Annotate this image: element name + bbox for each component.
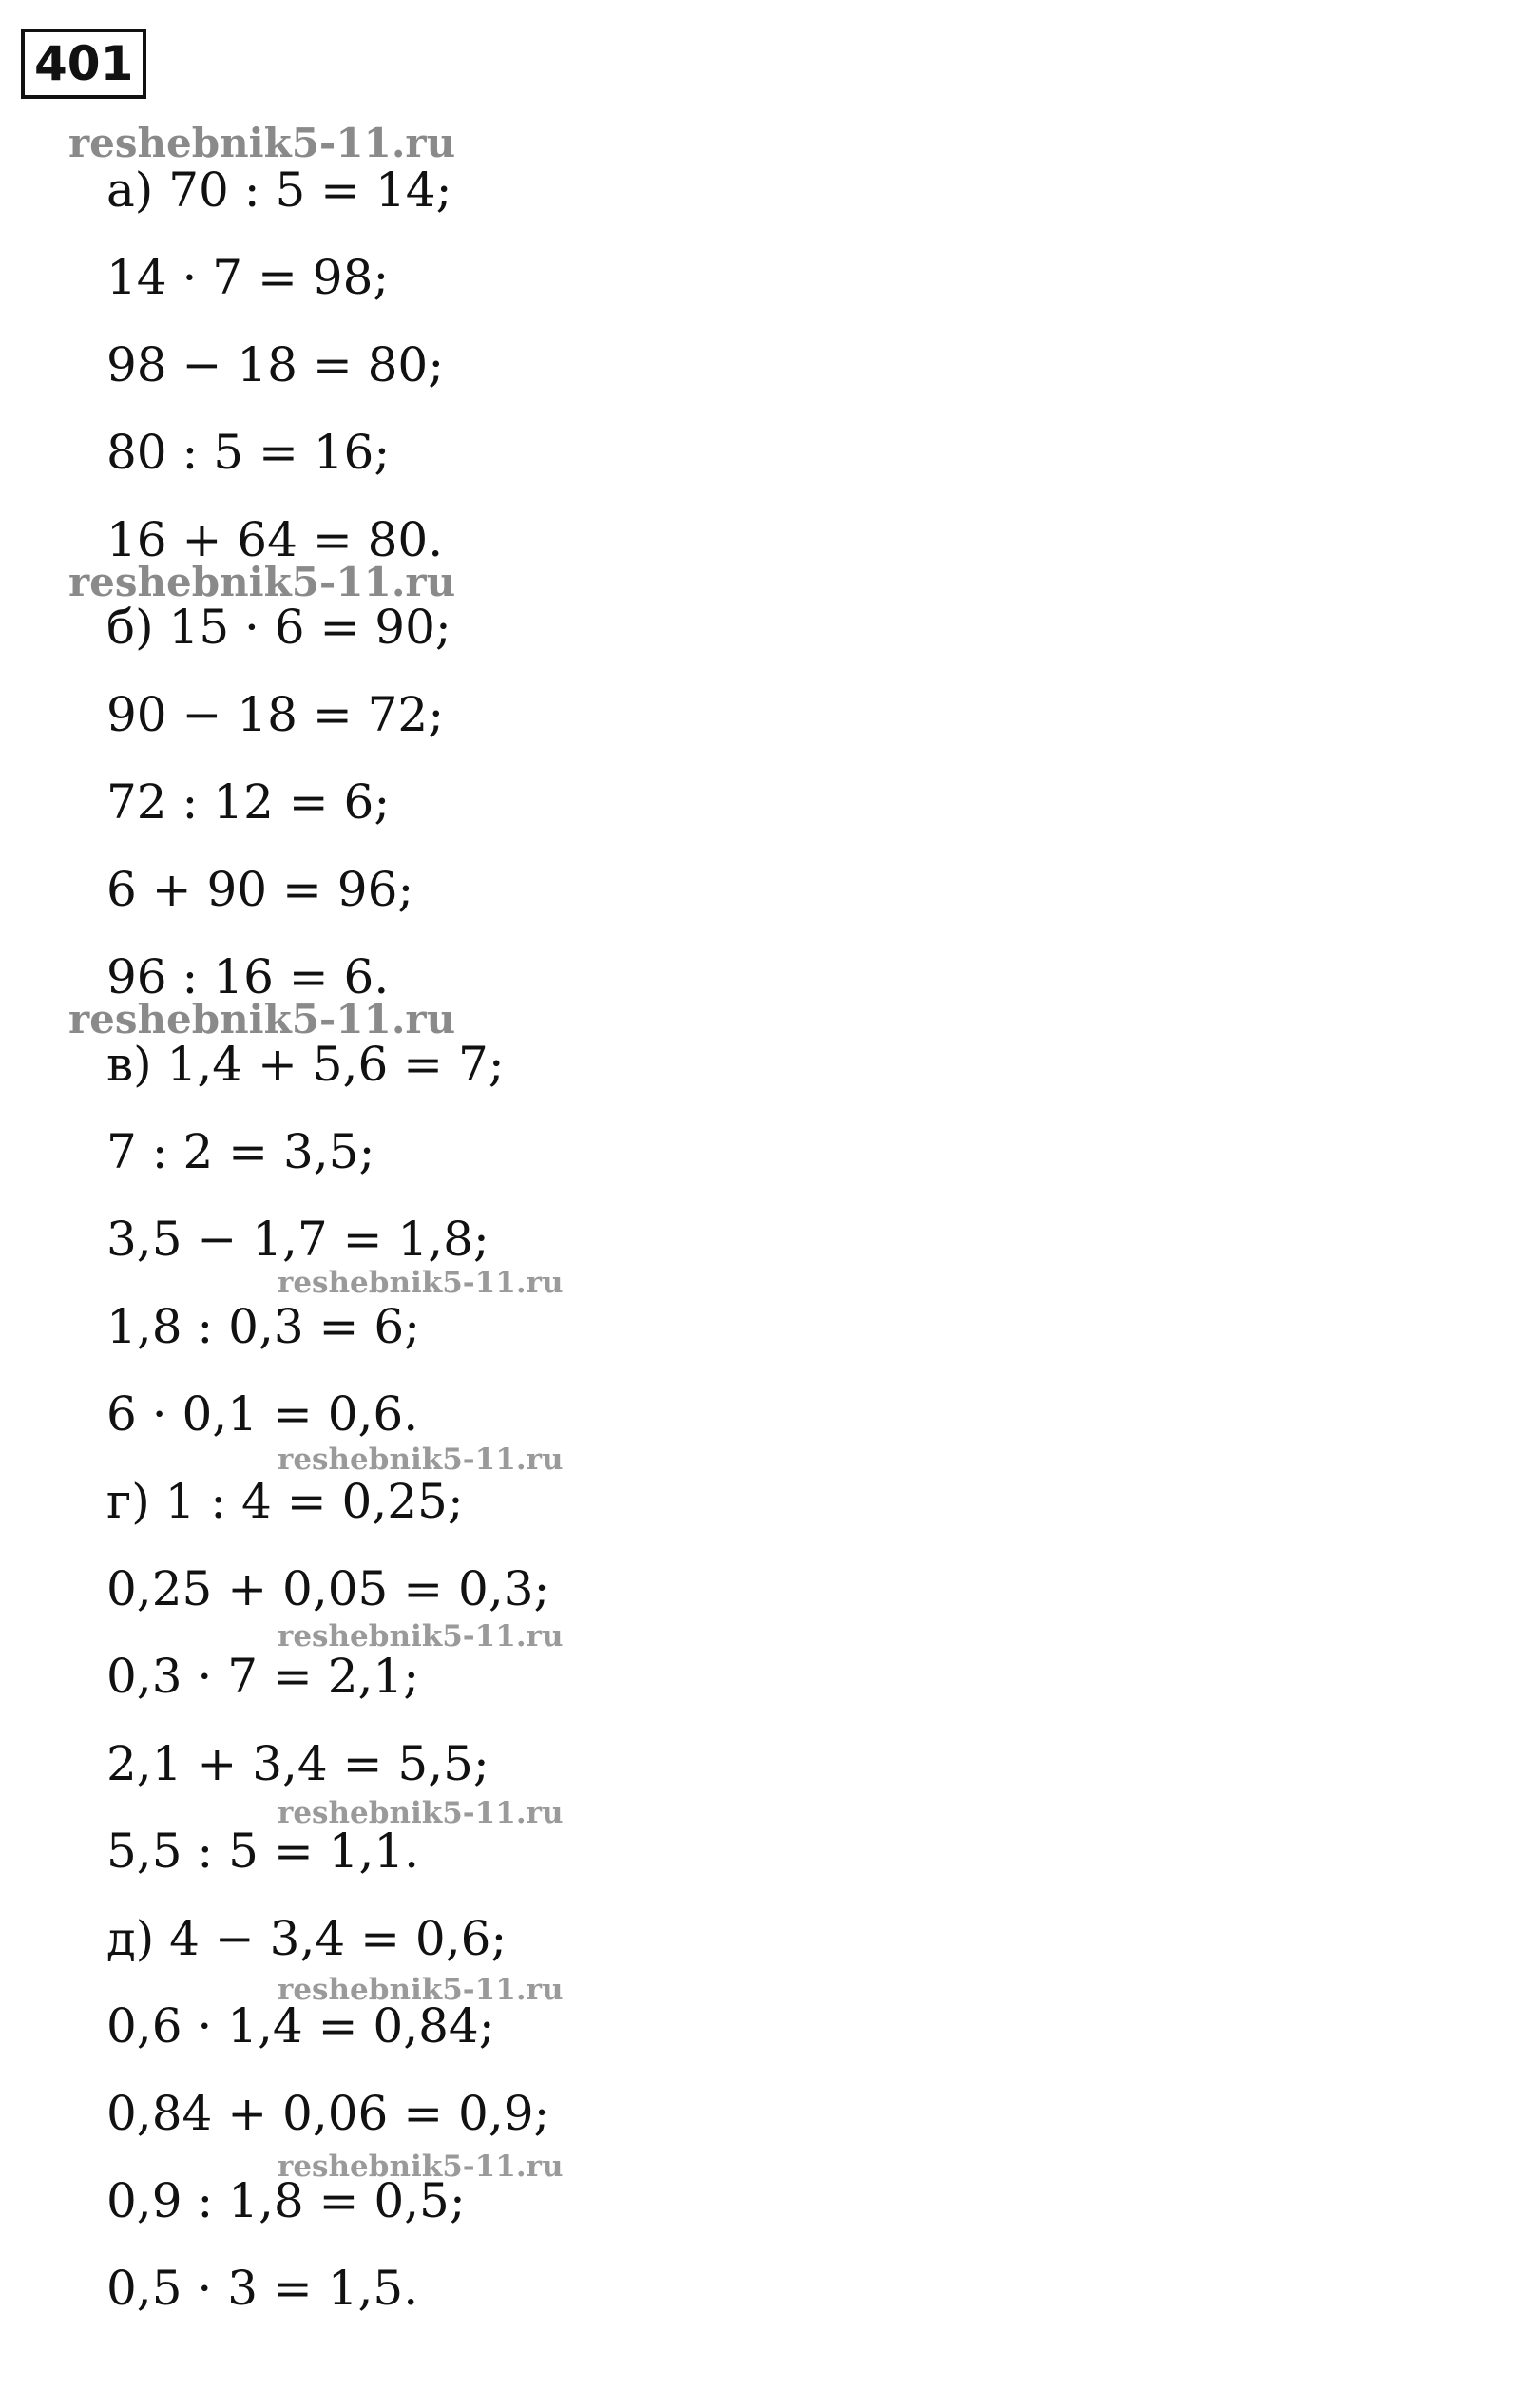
solution-line: б) 15 · 6 = 90; [106, 600, 451, 655]
solution-line: 96 : 16 = 6. [106, 949, 390, 1004]
task-number-box: 401 [21, 29, 146, 99]
solution-line: 0,25 + 0,05 = 0,3; [106, 1561, 550, 1616]
solution-line: 0,3 · 7 = 2,1; [106, 1649, 420, 1704]
watermark: reshebnik5-11.ru [68, 996, 456, 1042]
watermark: reshebnik5-11.ru [278, 1796, 564, 1830]
solution-line: 7 : 2 = 3,5; [106, 1124, 375, 1179]
solution-line: 6 + 90 = 96; [106, 862, 414, 917]
solution-line: 0,6 · 1,4 = 0,84; [106, 1998, 495, 2054]
solution-line: 72 : 12 = 6; [106, 774, 391, 830]
solution-line: в) 1,4 + 5,6 = 7; [106, 1037, 505, 1092]
solution-line: 98 − 18 = 80; [106, 337, 445, 392]
solution-line: 80 : 5 = 16; [106, 425, 391, 480]
solution-line: 3,5 − 1,7 = 1,8; [106, 1212, 489, 1267]
watermark: reshebnik5-11.ru [278, 2150, 564, 2184]
watermark: reshebnik5-11.ru [68, 559, 456, 605]
solution-line: 6 · 0,1 = 0,6. [106, 1386, 419, 1442]
watermark: reshebnik5-11.ru [278, 1973, 564, 2007]
solution-line: 5,5 : 5 = 1,1. [106, 1824, 420, 1879]
solution-line: 14 · 7 = 98; [106, 250, 390, 305]
solution-line: 0,5 · 3 = 1,5. [106, 2261, 419, 2316]
watermark: reshebnik5-11.ru [278, 1619, 564, 1653]
solution-line: 16 + 64 = 80. [106, 512, 444, 567]
watermark: reshebnik5-11.ru [278, 1266, 564, 1300]
watermark: reshebnik5-11.ru [278, 1443, 564, 1477]
solution-line: 0,84 + 0,06 = 0,9; [106, 2086, 550, 2141]
solution-line: 90 − 18 = 72; [106, 687, 445, 742]
solution-line: а) 70 : 5 = 14; [106, 162, 452, 218]
solution-line: г) 1 : 4 = 0,25; [106, 1474, 464, 1529]
solution-line: 0,9 : 1,8 = 0,5; [106, 2173, 466, 2228]
solution-line: 1,8 : 0,3 = 6; [106, 1299, 421, 1354]
solution-line: д) 4 − 3,4 = 0,6; [106, 1911, 508, 1966]
watermark: reshebnik5-11.ru [68, 120, 456, 166]
solution-line: 2,1 + 3,4 = 5,5; [106, 1736, 489, 1791]
